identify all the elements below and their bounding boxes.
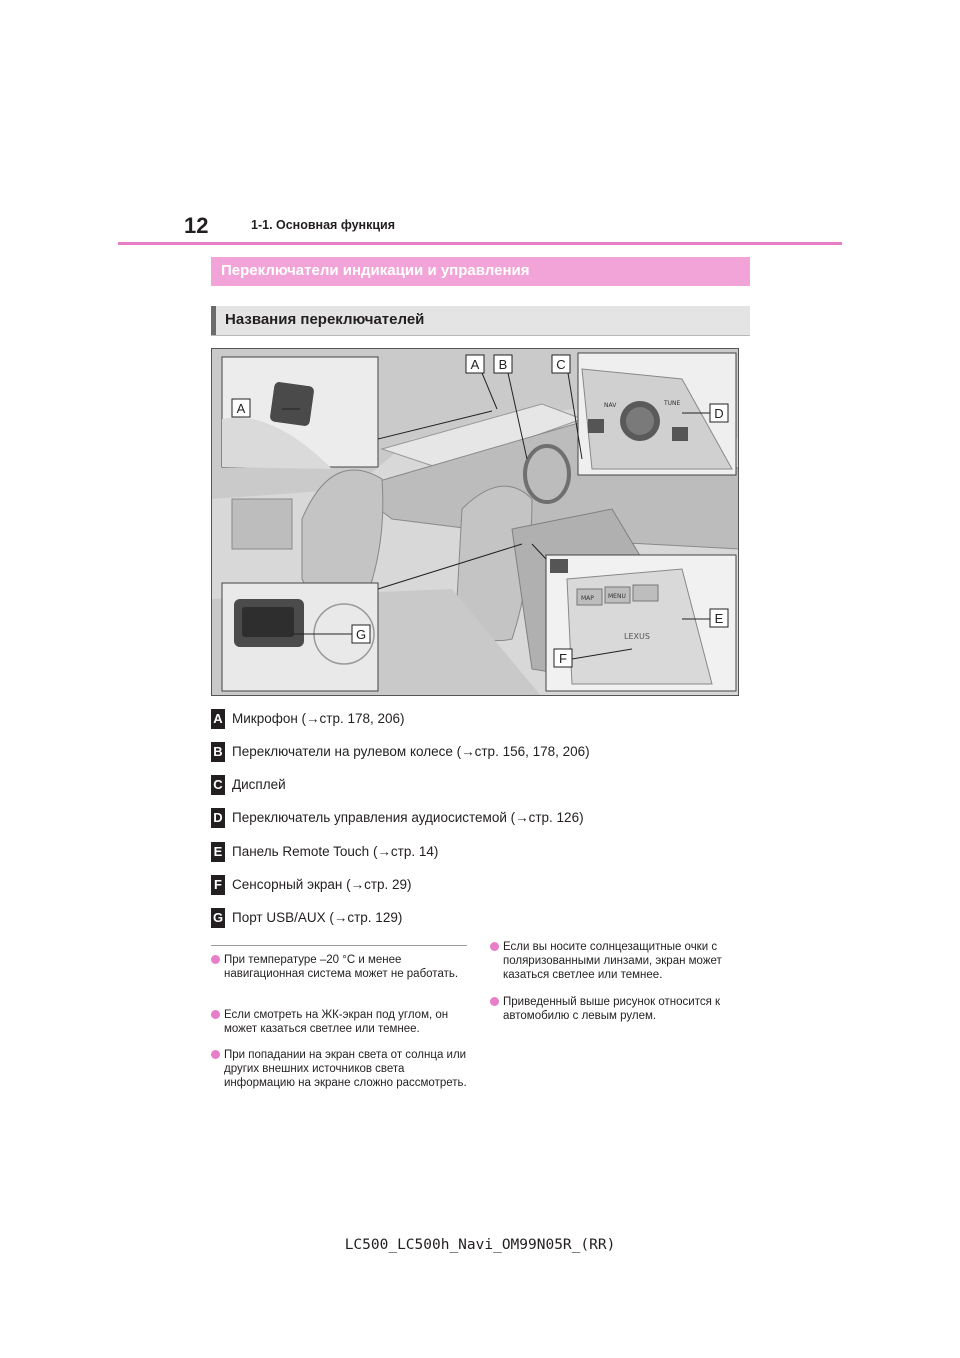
legend-text: Микрофон (→стр. 178, 206)	[232, 711, 405, 726]
legend-badge: G	[211, 908, 225, 928]
page-number: 12	[184, 213, 209, 238]
callout-a-inset	[232, 399, 250, 417]
legend-badge: B	[211, 742, 225, 762]
svg-text:E: E	[714, 611, 724, 626]
menu-button-label: MENU	[608, 593, 626, 600]
callout-g	[352, 625, 370, 643]
document-footer: LC500_LC500h_Navi_OM99N05R_(RR)	[344, 1237, 616, 1253]
callout-a-top	[466, 355, 484, 373]
legend-badge: F	[211, 875, 225, 895]
svg-text:A: A	[236, 401, 246, 416]
legend-text: Сенсорный экран (→стр. 29)	[232, 877, 412, 892]
bullet-icon	[211, 1010, 220, 1019]
legend-text: Дисплей	[232, 777, 286, 792]
note-text: Приведенный выше рисунок относится к автомобилю с левым рулем.	[503, 996, 721, 1022]
legend-text: Переключатели на рулевом колесе (→стр. 156, 178, 206)	[232, 744, 590, 759]
svg-text:F: F	[559, 651, 567, 666]
svg-text:A: A	[470, 357, 480, 372]
cockpit-drawing	[212, 349, 739, 696]
legend-badge: A	[211, 709, 225, 729]
callout-f	[554, 649, 572, 667]
svg-text:G: G	[355, 627, 367, 642]
note-left-3	[211, 1048, 469, 1090]
bullet-icon	[211, 955, 220, 964]
note-right-2	[490, 995, 748, 1023]
legend-badge: D	[211, 808, 225, 828]
callout-d	[710, 404, 728, 422]
legend-badge: C	[211, 775, 225, 795]
svg-text:C: C	[556, 357, 566, 372]
notes-divider	[211, 945, 467, 946]
svg-text:D: D	[714, 406, 724, 421]
note-text: Если смотреть на ЖК-экран под углом, он может казаться светлее или темнее.	[224, 1009, 449, 1035]
tune-button-label: TUNE	[664, 400, 681, 407]
subheading-rule	[211, 335, 750, 336]
bullet-icon	[490, 942, 499, 951]
note-right-1	[490, 940, 748, 982]
bullet-icon	[211, 1050, 220, 1059]
note-text: Если вы носите солнцезащитные очки с поляризованными линзами, экран может казаться светлее или темнее.	[503, 941, 722, 981]
header-rule	[118, 242, 842, 245]
note-text: При температуре –20 °C и менее навигационная система может не работать.	[224, 954, 459, 980]
note-left-1	[211, 953, 469, 981]
subheading-bar	[211, 306, 216, 335]
section-title: 1-1. Основная функция	[251, 218, 396, 232]
legend-text: Панель Remote Touch (→стр. 14)	[232, 844, 439, 859]
section-banner: Переключатели индикации и управления	[211, 257, 750, 286]
cockpit-illustration	[211, 348, 739, 696]
map-button-label: MAP	[581, 595, 594, 602]
brand-label: LEXUS	[624, 632, 650, 641]
callout-c	[552, 355, 570, 373]
callout-e	[710, 609, 728, 627]
nav-button-label: NAV	[604, 402, 617, 409]
svg-text:B: B	[498, 357, 508, 372]
note-text: При попадании на экран света от солнца или других внешних источников света информацию на экране сложно рассмотреть.	[224, 1049, 467, 1089]
legend-text: Порт USB/AUX (→стр. 129)	[232, 910, 403, 925]
note-left-2	[211, 1008, 469, 1036]
legend-text: Переключатель управления аудиосистемой (→стр. 126)	[232, 810, 584, 825]
legend-badge: E	[211, 842, 225, 862]
bullet-icon	[490, 997, 499, 1006]
callout-b	[494, 355, 512, 373]
subheading: Названия переключателей	[211, 306, 750, 335]
